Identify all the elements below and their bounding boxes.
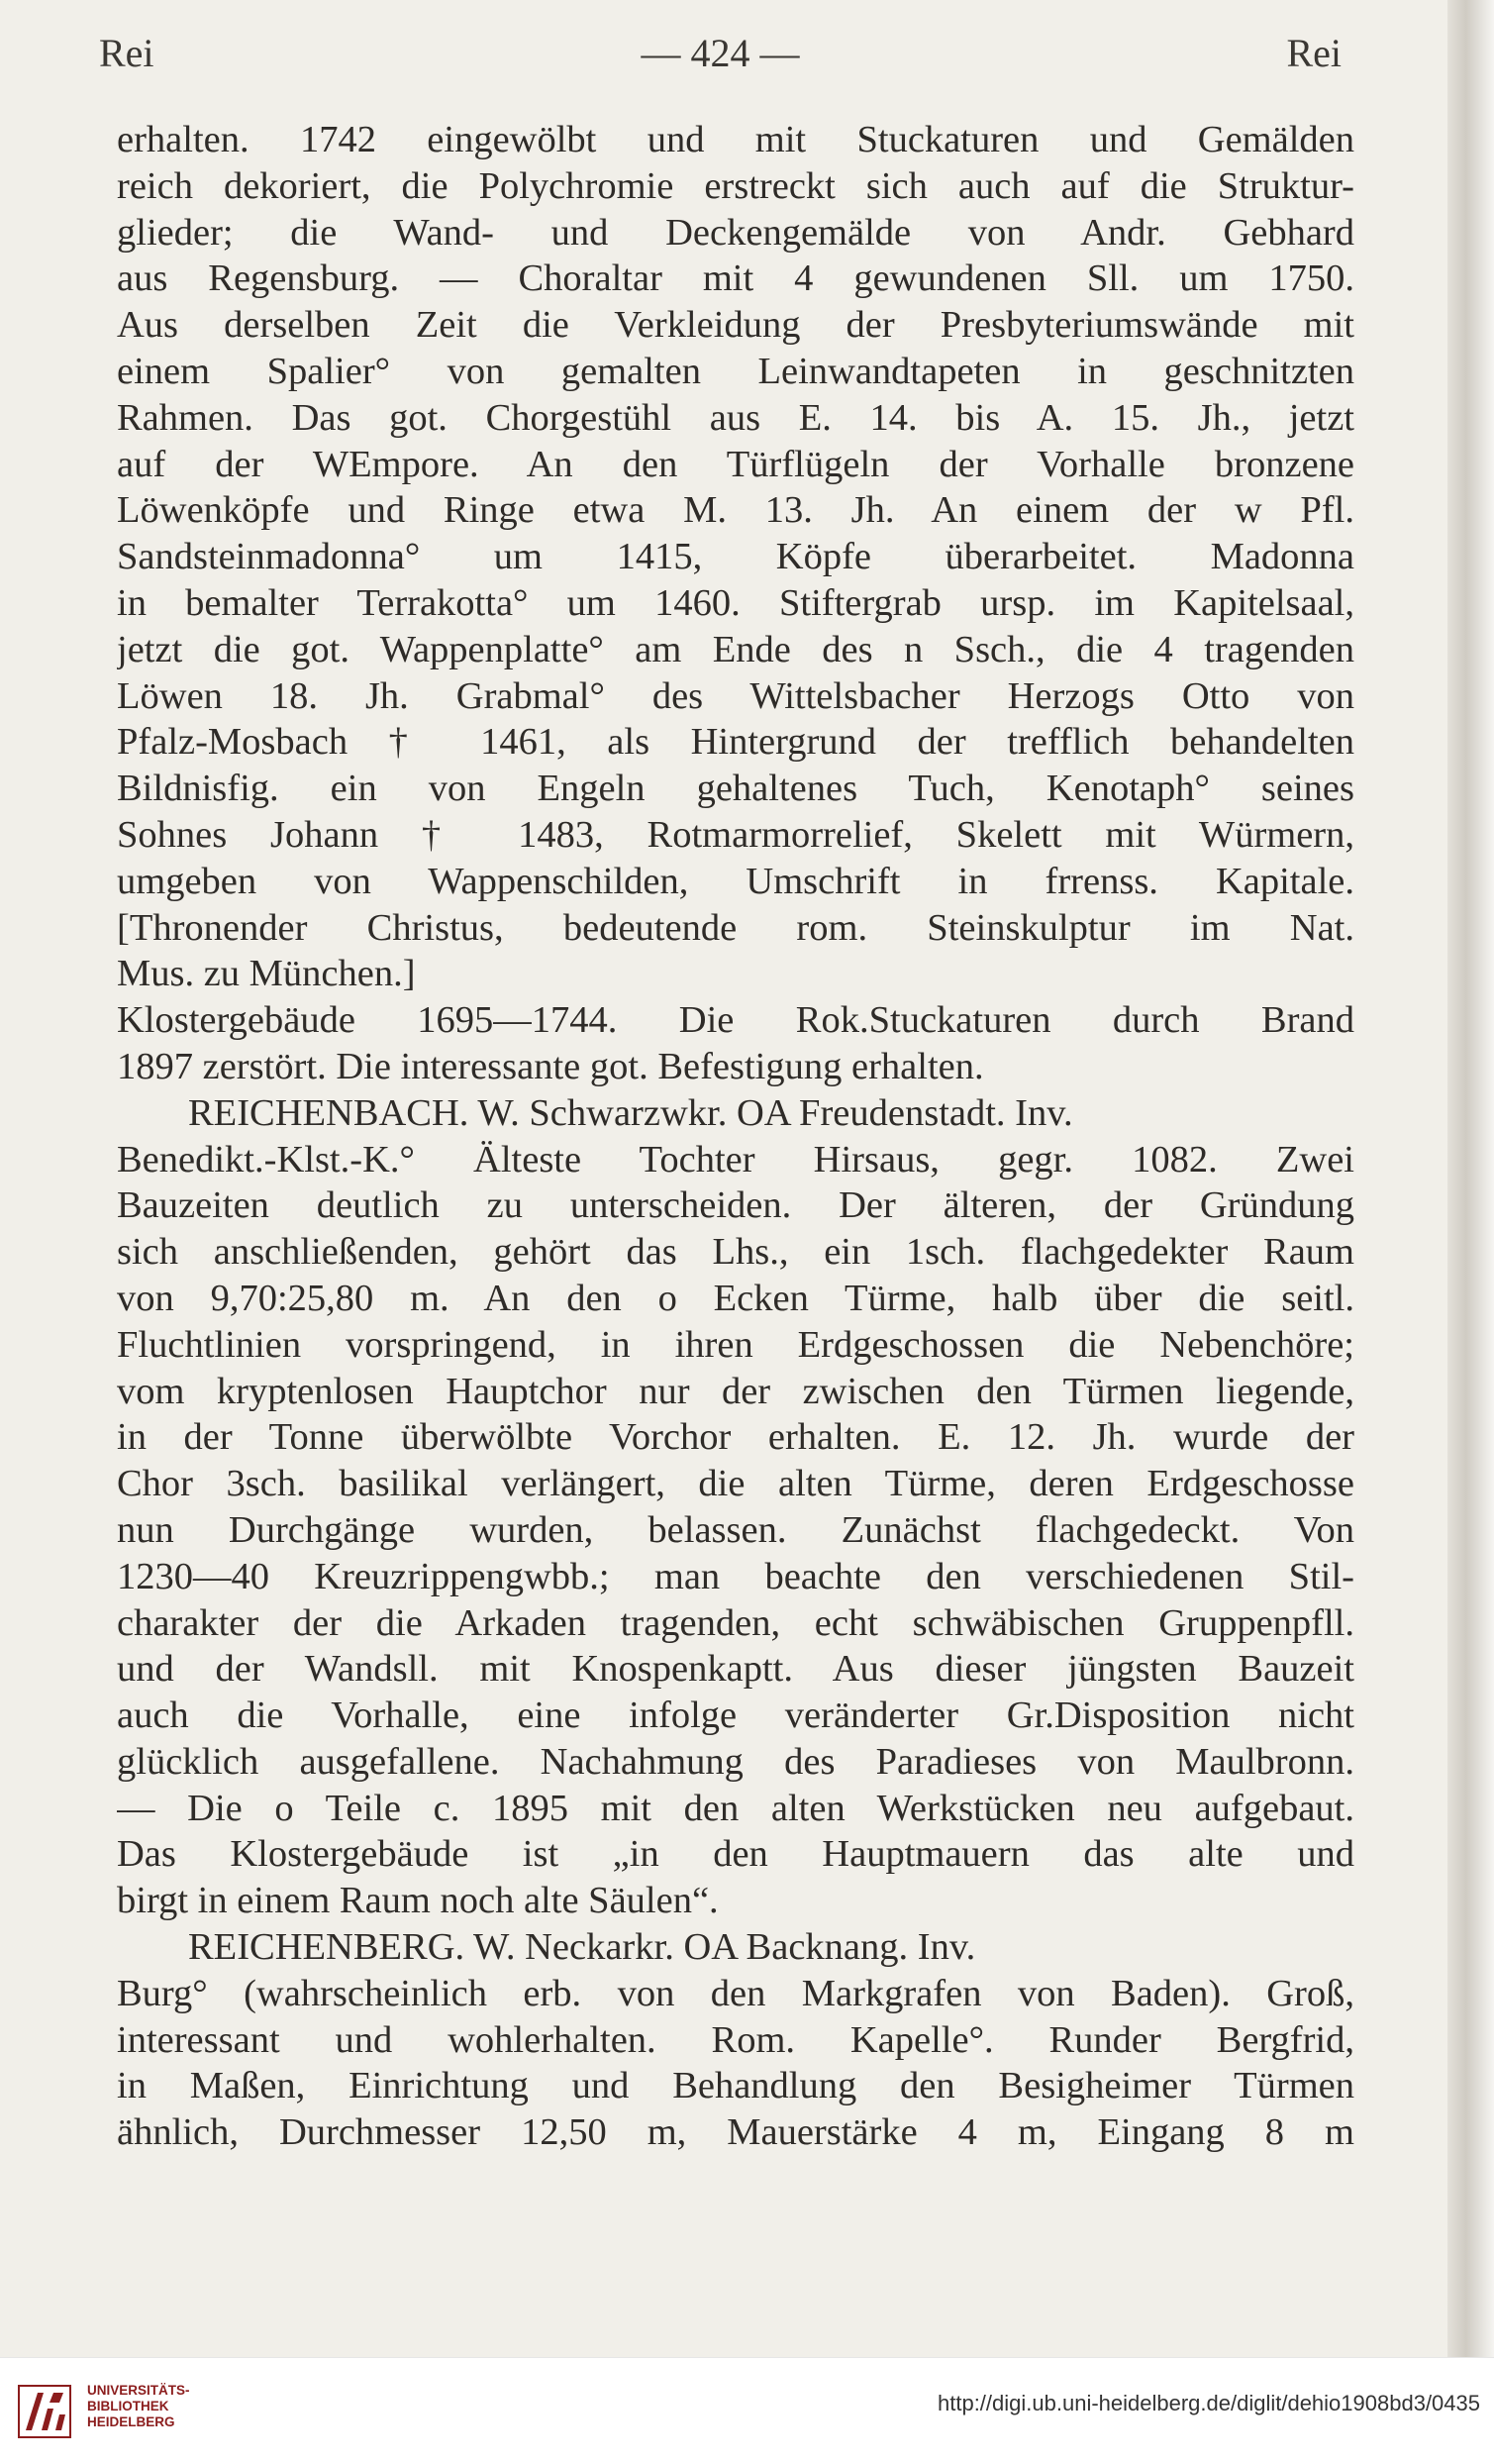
header-left: Rei (99, 31, 154, 75)
text-line: in der Tonne überwölbte Vorchor erhalten. E. 12. Jh. wurde der (117, 1416, 1354, 1459)
text-line: Löwen 18. Jh. Grabmal° des Wittelsbacher Herzogs Otto von (117, 674, 1354, 717)
text-line: Chor 3sch. basilikal verlängert, die alten Türme, deren Erdgeschosse (117, 1463, 1354, 1505)
text-line: aus Regensburg. — Choraltar mit 4 gewundenen Sll. um 1750. (117, 257, 1354, 300)
text-line: birgt in einem Raum noch alte Säulen“. (117, 1880, 719, 1922)
text-line: Sandsteinmadonna° um 1415, Köpfe überarbeitet. Madonna (117, 536, 1354, 578)
text-line: 1897 zerstört. Die interessante got. Befestigung erhalten. (117, 1045, 984, 1087)
text-line: Rahmen. Das got. Chorgestühl aus E. 14. bis A. 15. Jh., jetzt (117, 396, 1354, 439)
library-logo-icon (18, 2385, 71, 2438)
text-line: auch die Vorhalle, eine infolge veränderter Gr.Disposition nicht (117, 1694, 1354, 1737)
library-name-line: BIBLIOTHEK (87, 2399, 169, 2413)
page-number: — 424 — (641, 31, 800, 75)
text-line: von 9,70:25,80 m. An den o Ecken Türme, halb über die seitl. (117, 1277, 1354, 1319)
text-line: nun Durchgänge wurden, belassen. Zunächst flachgedeckt. Von (117, 1508, 1354, 1551)
text-line: 1230—40 Kreuzrippengwbb.; man beachte den verschiedenen Stil- (117, 1555, 1354, 1597)
text-line: Benedikt.-Klst.-K.° Älteste Tochter Hirsaus, gegr. 1082. Zwei (117, 1138, 1354, 1181)
running-header (99, 30, 1342, 79)
text-line: Mus. zu München.] (117, 953, 416, 995)
entry-heading-reichenberg: REICHENBERG. W. Neckarkr. OA Backnang. Inv. (188, 1926, 976, 1969)
text-line: charakter der die Arkaden tragenden, echt schwäbischen Gruppenpfll. (117, 1601, 1354, 1644)
text-line: erhalten. 1742 eingewölbt und mit Stuckaturen und Gemälden (117, 119, 1354, 160)
text-line: Klostergebäude 1695—1744. Die Rok.Stuckaturen durch Brand (117, 999, 1354, 1042)
text-line: Löwenköpfe und Ringe etwa M. 13. Jh. An einem der w Pfl. (117, 489, 1354, 532)
text-line: in bemalter Terrakotta° um 1460. Stiftergrab ursp. im Kapitelsaal, (117, 581, 1354, 624)
library-name (87, 2383, 190, 2430)
text-line: glücklich ausgefallene. Nachahmung des Paradieses von Maulbronn. (117, 1740, 1354, 1783)
text-line: Pfalz-Mosbach † 1461, als Hintergrund der trefflich behandelten (117, 721, 1354, 764)
text-line: glieder; die Wand- und Deckengemälde von Andr. Gebhard (117, 211, 1354, 254)
source-url-link[interactable]: http://digi.ub.uni-heidelberg.de/diglit/dehio1908bd3/0435 (938, 2391, 1480, 2415)
text-line: — Die o Teile c. 1895 mit den alten Werkstücken neu aufgebaut. (117, 1787, 1354, 1829)
text-line: und der Wandsll. mit Knospenkaptt. Aus dieser jüngsten Bauzeit (117, 1648, 1354, 1691)
entry-heading-reichenbach: REICHENBACH. W. Schwarzwkr. OA Freudenstadt. Inv. (188, 1091, 1073, 1134)
body-text (117, 117, 1354, 2156)
text-line: einem Spalier° von gemalten Leinwandtapeten in geschnitzten (117, 350, 1354, 392)
text-line: [Thronender Christus, bedeutende rom. Steinskulptur im Nat. (117, 906, 1354, 949)
text-line: Das Klostergebäude ist „in den Hauptmauern das alte und (117, 1833, 1354, 1876)
text-line: Aus derselben Zeit die Verkleidung der Presbyteriumswände mit (117, 304, 1354, 347)
header-right: Rei (1286, 31, 1342, 75)
text-line: reich dekoriert, die Polychromie erstreckt sich auch auf die Struktur- (117, 164, 1354, 207)
text-line: Burg° (wahrscheinlich erb. von den Markgrafen von Baden). Groß, (117, 1972, 1354, 2014)
text-line: auf der WEmpore. An den Türflügeln der Vorhalle bronzene (117, 443, 1354, 485)
text-line: Bauzeiten deutlich zu unterscheiden. Der älteren, der Gründung (117, 1184, 1354, 1227)
text-line: ähnlich, Durchmesser 12,50 m, Mauerstärke 4 m, Eingang 8 m (117, 2111, 1354, 2154)
page-edge-shadow (1447, 0, 1494, 2357)
text-line: Bildnisfig. ein von Engeln gehaltenes Tuch, Kenotaph° seines (117, 768, 1354, 810)
text-line: sich anschließenden, gehört das Lhs., ein 1sch. flachgedekter Raum (117, 1231, 1354, 1274)
text-line: vom kryptenlosen Hauptchor nur der zwischen den Türmen liegende, (117, 1370, 1354, 1412)
text-line: in Maßen, Einrichtung und Behandlung den Besigheimer Türmen (117, 2065, 1354, 2107)
text-line: interessant und wohlerhalten. Rom. Kapelle°. Runder Bergfrid, (117, 2018, 1354, 2061)
text-line: jetzt die got. Wappenplatte° am Ende des n Ssch., die 4 tragenden (117, 628, 1354, 670)
library-name-line: HEIDELBERG (87, 2414, 175, 2429)
text-line: Sohnes Johann † 1483, Rotmarmorrelief, Skelett mit Würmern, (117, 813, 1354, 856)
library-name-line: UNIVERSITÄTS- (87, 2383, 190, 2398)
text-line: Fluchtlinien vorspringend, in ihren Erdgeschossen die Nebenchöre; (117, 1323, 1354, 1366)
text-line: umgeben von Wappenschilden, Umschrift in frrenss. Kapitale. (117, 860, 1354, 902)
